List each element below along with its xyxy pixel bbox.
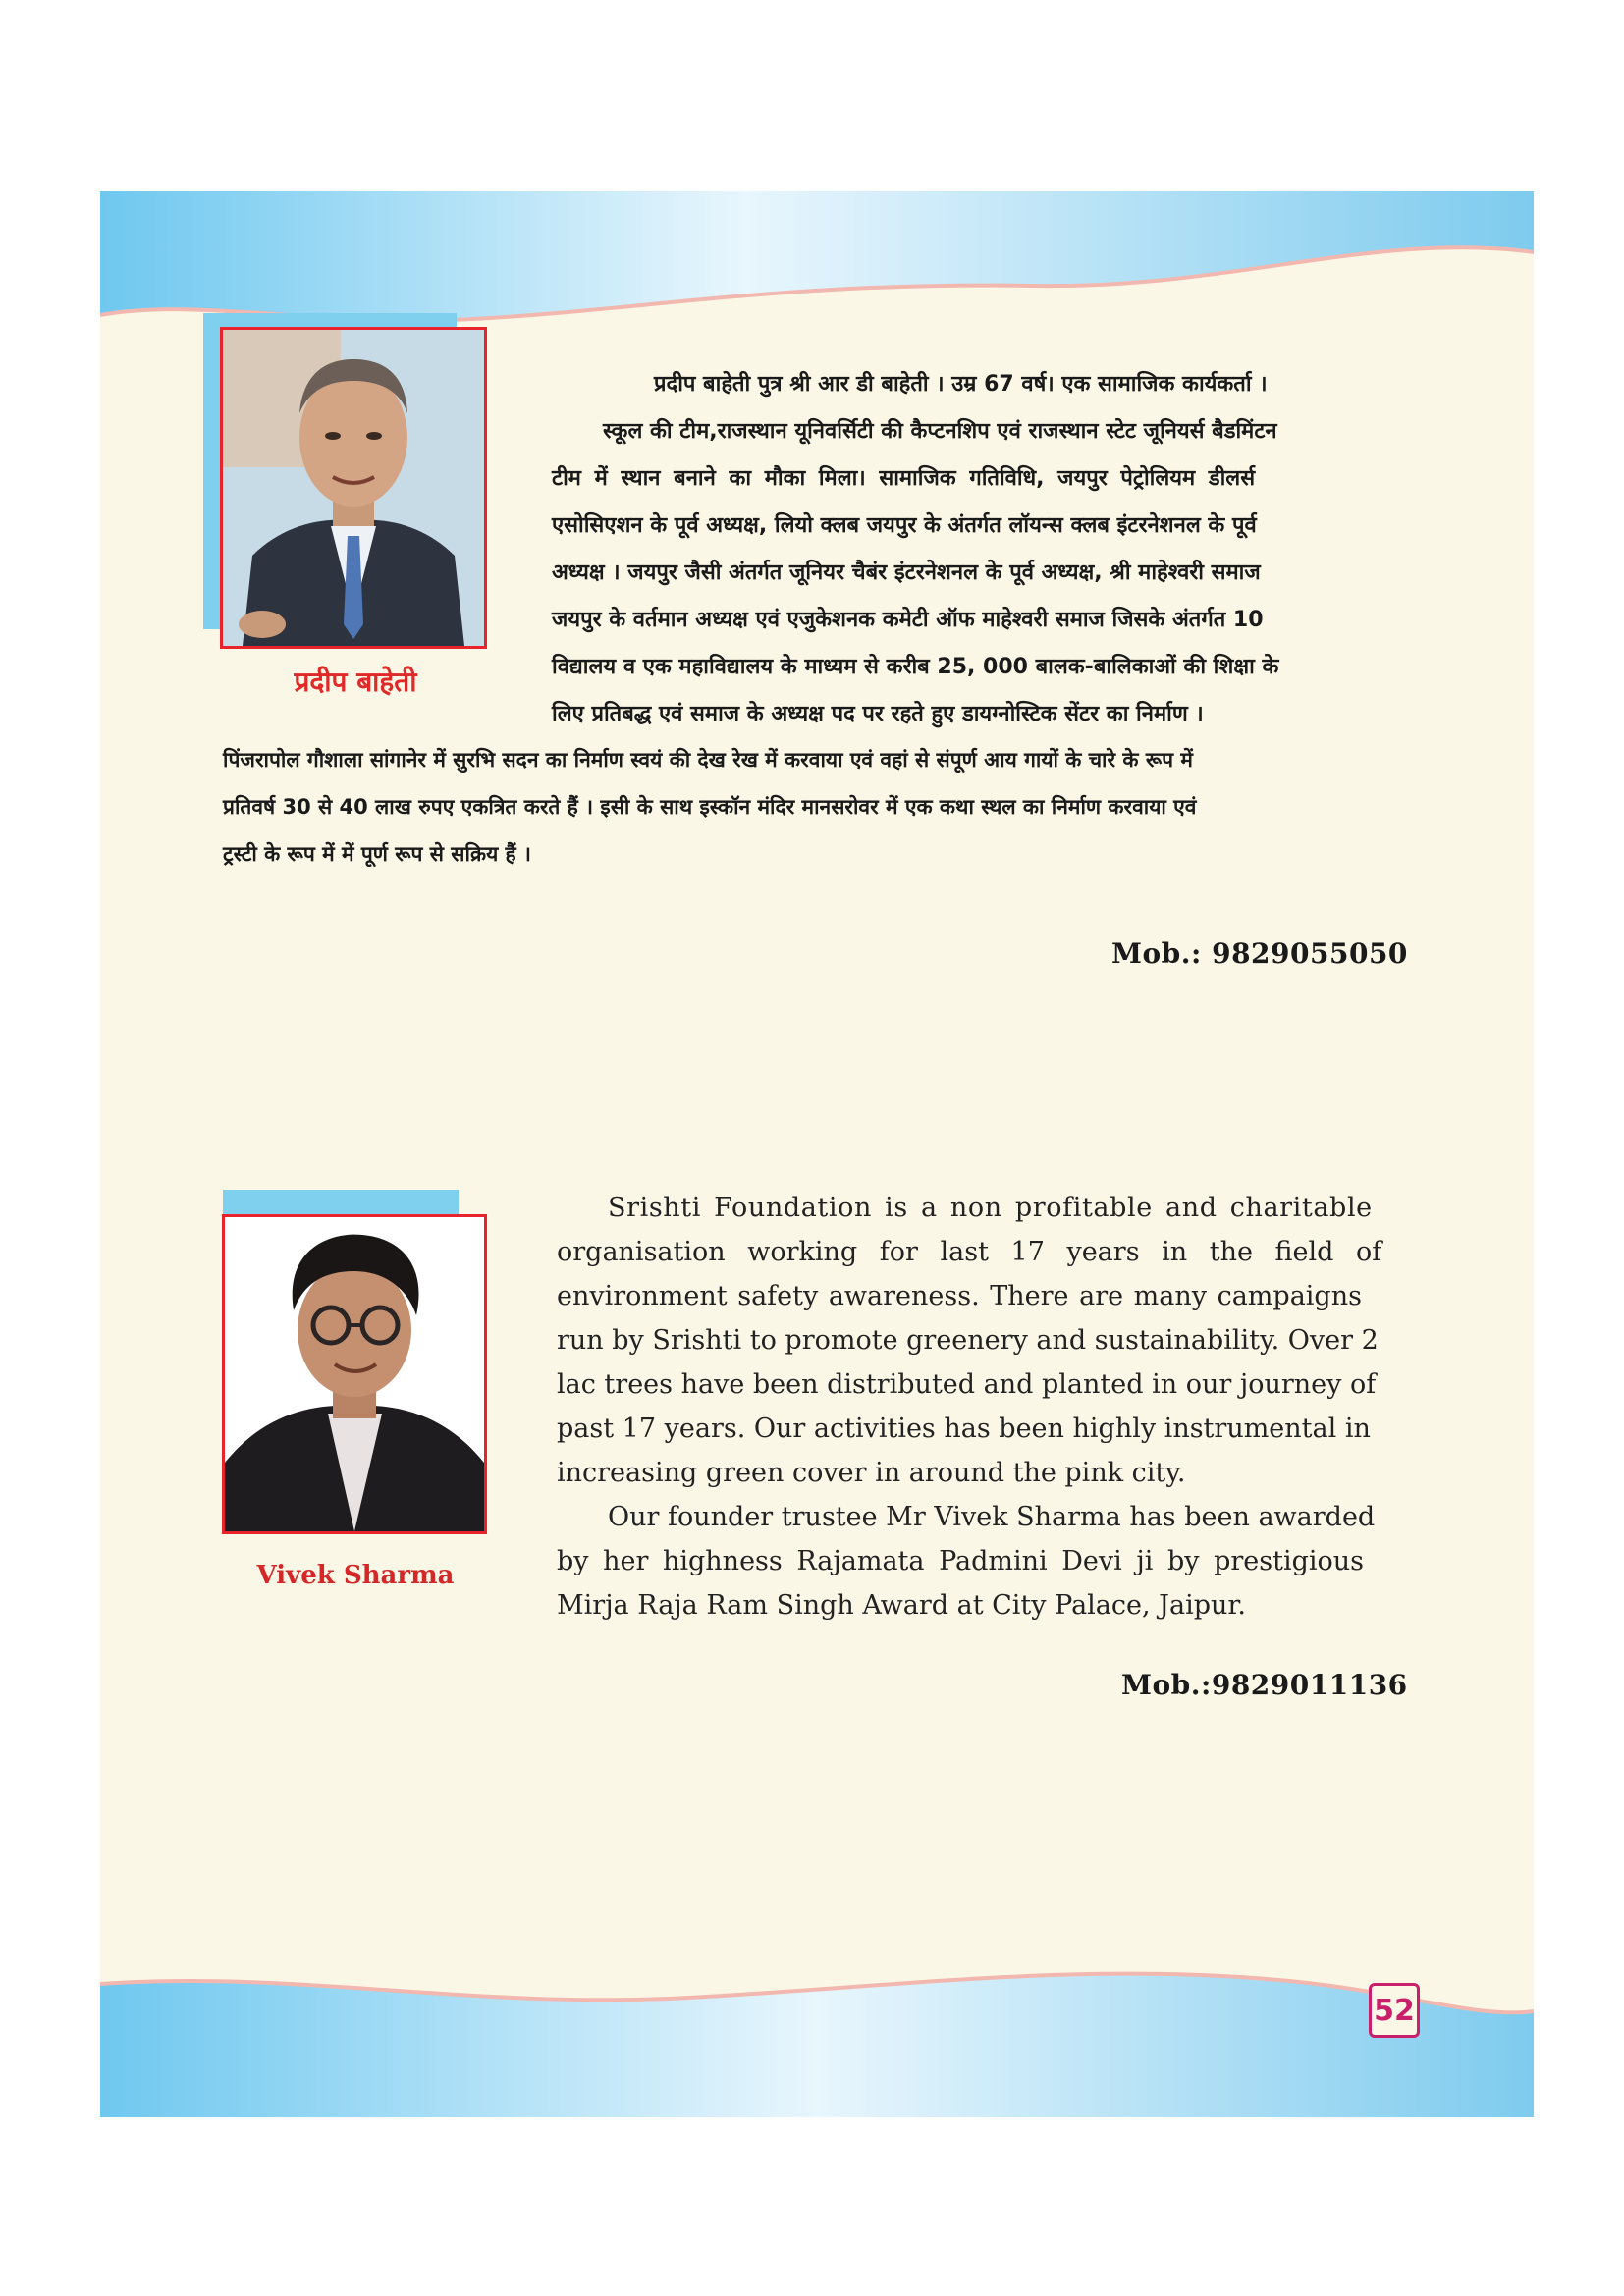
text-line: run by Srishti to promote greenery and sustainability. Over 2 bbox=[557, 1325, 1379, 1356]
text-line: ट्रस्टी के रूप में में पूर्ण रूप से सक्रिय हैं । bbox=[223, 842, 531, 866]
text-line: विद्यालय व एक महाविद्यालय के माध्यम से करीब 25, 000 बालक-बालिकाओं की शिक्षा के bbox=[552, 655, 1279, 679]
text-line: Srishti Foundation is a non profitable and charitable bbox=[608, 1193, 1373, 1223]
text-line: पिंजरापोल गौशाला सांगानेर में सुरभि सदन का निर्माण स्वयं की देख रेख में करवाया एवं वहां से संपूर्ण आय गायों के चारे के रूप में bbox=[223, 748, 1193, 772]
text-line: environment safety awareness. There are many campaigns bbox=[557, 1281, 1362, 1311]
portrait-image bbox=[223, 330, 484, 646]
text-line: प्रतिवर्ष 30 से 40 लाख रुपए एकत्रित करते हैं । इसी के साथ इस्कॉन मंदिर मानसरोवर में एक कथा स्थल का निर्माण करवाया एवं bbox=[223, 795, 1197, 819]
caption-pradeep-baheti: प्रदीप बाहेती bbox=[294, 666, 417, 698]
photo-vivek-sharma bbox=[222, 1214, 487, 1534]
text-line: Mirja Raja Ram Singh Award at City Palace, Jaipur. bbox=[557, 1590, 1246, 1621]
mobile-number-1: Mob.: 9829055050 bbox=[1111, 937, 1408, 970]
text-line: टीम में स्थान बनाने का मौका मिला। सामाजिक गतिविधि, जयपुर पेट्रोलियम डीलर्स bbox=[552, 466, 1256, 491]
text-line: प्रदीप बाहेती पुत्र श्री आर डी बाहेती । उम्र 67 वर्ष। एक सामाजिक कार्यकर्ता । bbox=[654, 372, 1268, 397]
text-line: lac trees have been distributed and planted in our journey of bbox=[557, 1369, 1377, 1400]
mobile-number-2: Mob.:9829011136 bbox=[1121, 1669, 1408, 1701]
text-line: अध्यक्ष । जयपुर जैसी अंतर्गत जूनियर चैबंर इंटरनेशनल के पूर्व अध्यक्ष, श्री माहेश्वरी समाज bbox=[552, 561, 1261, 585]
page-number: 52 bbox=[1374, 1993, 1415, 2028]
text-line: एसोसिएशन के पूर्व अध्यक्ष, लियो क्लब जयपुर के अंतर्गत लॉयन्स क्लब इंटरनेशनल के पूर्व bbox=[552, 513, 1257, 538]
text-line: by her highness Rajamata Padmini Devi ji by prestigious bbox=[557, 1546, 1364, 1576]
text-line: past 17 years. Our activities has been highly instrumental in bbox=[557, 1414, 1371, 1444]
portrait-image bbox=[225, 1217, 484, 1531]
caption-vivek-sharma: Vivek Sharma bbox=[256, 1561, 455, 1590]
page bbox=[100, 191, 1534, 2117]
text-line: स्कूल की टीम,राजस्थान यूनिवर्सिटी की कैप्टनशिप एवं राजस्थान स्टेट जूनियर्स बैडमिंटन bbox=[603, 419, 1277, 444]
text-line: लिए प्रतिबद्ध एवं समाज के अध्यक्ष पद पर रहते हुए डायग्नोस्टिक सेंटर का निर्माण । bbox=[552, 702, 1204, 726]
text-line: organisation working for last 17 years in the field of bbox=[557, 1237, 1382, 1267]
bottom-wave-band bbox=[100, 1960, 1534, 2117]
text-line: जयपुर के वर्तमान अध्यक्ष एवं एजुकेशनक कमेटी ऑफ माहेश्वरी समाज जिसके अंतर्गत 10 bbox=[552, 608, 1264, 632]
photo-pradeep-baheti bbox=[220, 327, 487, 649]
page-number-badge bbox=[1369, 1983, 1420, 2038]
text-line: Our founder trustee Mr Vivek Sharma has been awarded bbox=[608, 1502, 1376, 1532]
text-line: increasing green cover in around the pink city. bbox=[557, 1458, 1186, 1488]
